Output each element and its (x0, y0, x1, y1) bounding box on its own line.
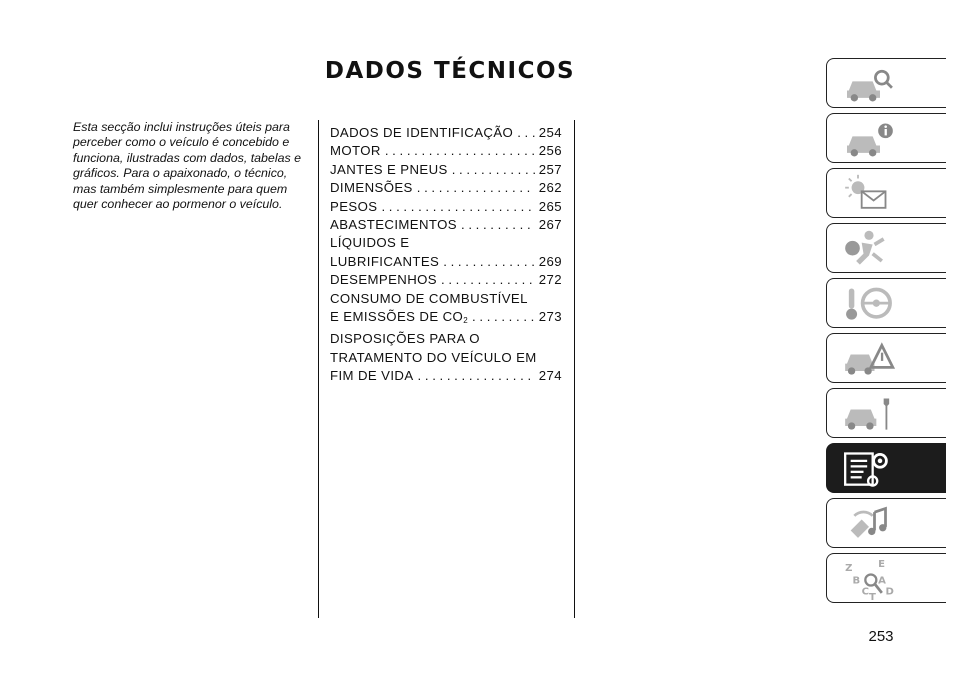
toc-entry-subscript: 2 (463, 316, 469, 326)
toc-leader-dots (443, 253, 535, 271)
toc-leader-dots (517, 124, 535, 142)
toc-entry[interactable] (330, 234, 562, 271)
chapter-tab[interactable] (826, 553, 946, 603)
toc-entry-page: 265 (538, 198, 562, 214)
chapter-tab[interactable] (826, 278, 946, 328)
toc-entry-page: 272 (538, 272, 562, 288)
toc-entry[interactable] (330, 124, 562, 142)
toc-entry-label: PESOS (330, 198, 378, 214)
chapter-tab[interactable] (826, 223, 946, 273)
toc-leader-dots (417, 179, 535, 197)
svg-text:B: B (852, 575, 861, 587)
toc-entry-page: 254 (538, 125, 562, 140)
toc-entry-label: MOTOR (330, 143, 381, 159)
toc-entry-label: FIM DE VIDA (330, 368, 414, 384)
toc-entry-page: 267 (538, 217, 562, 233)
chapter-tab[interactable] (826, 168, 946, 218)
toc-entry[interactable] (330, 290, 562, 331)
toc-entry-label: JANTES E PNEUS (330, 161, 448, 177)
toc-leader-dots (461, 216, 535, 234)
toc-leader-dots (441, 271, 535, 289)
toc-entry[interactable] (330, 161, 562, 179)
chapter-tab[interactable] (826, 333, 946, 383)
svg-text:C: C (861, 586, 870, 598)
toc-leader-dots (472, 308, 535, 326)
toc-entry[interactable] (330, 216, 562, 234)
toc-entry-page: 256 (538, 143, 562, 159)
column-divider-left (318, 120, 319, 618)
chapter-tab[interactable] (826, 388, 946, 438)
chapter-tab[interactable] (826, 498, 946, 548)
toc-entry-page: 257 (538, 161, 562, 177)
toc-entry-label: ABASTECIMENTOS (330, 217, 457, 233)
toc-leader-dots (452, 161, 535, 179)
toc-entry-page: 273 (538, 309, 562, 325)
toc-entry-page: 274 (538, 368, 562, 384)
toc-entry-label-line: LÍQUIDOS E (330, 235, 410, 251)
svg-text:Z: Z (845, 562, 853, 574)
toc-entry-label: DADOS DE IDENTIFICAÇÃO (330, 125, 514, 140)
toc-entry-page: 262 (538, 180, 562, 196)
page-number: 253 (868, 628, 894, 645)
page-title: DADOS TÉCNICOS (324, 58, 576, 84)
intro-paragraph: Esta secção inclui instruções úteis para perceber como o veículo é concebido e funciona, ilustradas com dados, tabelas e gráficos. Para o apaixonado, o técnico, mas também simplesmente para quem quer conhecer ao pormenor o veículo. (73, 120, 301, 212)
column-divider-right (574, 120, 575, 618)
toc-entry-label: E EMISSÕES DE $CO_2$ (330, 309, 469, 326)
toc-entry-label-line: CONSUMO DE COMBUSTÍVEL (330, 290, 528, 306)
svg-text:D: D (885, 586, 894, 598)
toc-entry-page: 269 (538, 253, 562, 269)
table-of-contents (330, 124, 562, 386)
toc-entry[interactable] (330, 142, 562, 160)
chapter-tab[interactable] (826, 113, 946, 163)
toc-entry[interactable] (330, 198, 562, 216)
toc-leader-dots (381, 198, 534, 216)
svg-text:T: T (869, 592, 876, 602)
toc-leader-dots (418, 367, 535, 385)
chapter-tab[interactable] (826, 443, 946, 493)
toc-entry-label: DESEMPENHOS (330, 272, 437, 288)
toc-entry-label-line: TRATAMENTO DO VEÍCULO EM (330, 349, 537, 365)
toc-entry-label: LUBRIFICANTES (330, 253, 440, 269)
chapter-tab[interactable] (826, 58, 946, 108)
toc-entry[interactable] (330, 330, 562, 385)
toc-leader-dots (385, 142, 535, 160)
svg-text:E: E (878, 559, 886, 571)
toc-entry-label-line: DISPOSIÇÕES PARA O (330, 331, 480, 347)
toc-entry[interactable] (330, 271, 562, 289)
svg-text:A: A (878, 575, 886, 587)
toc-entry-label: DIMENSÕES (330, 180, 413, 196)
toc-entry[interactable] (330, 179, 562, 197)
